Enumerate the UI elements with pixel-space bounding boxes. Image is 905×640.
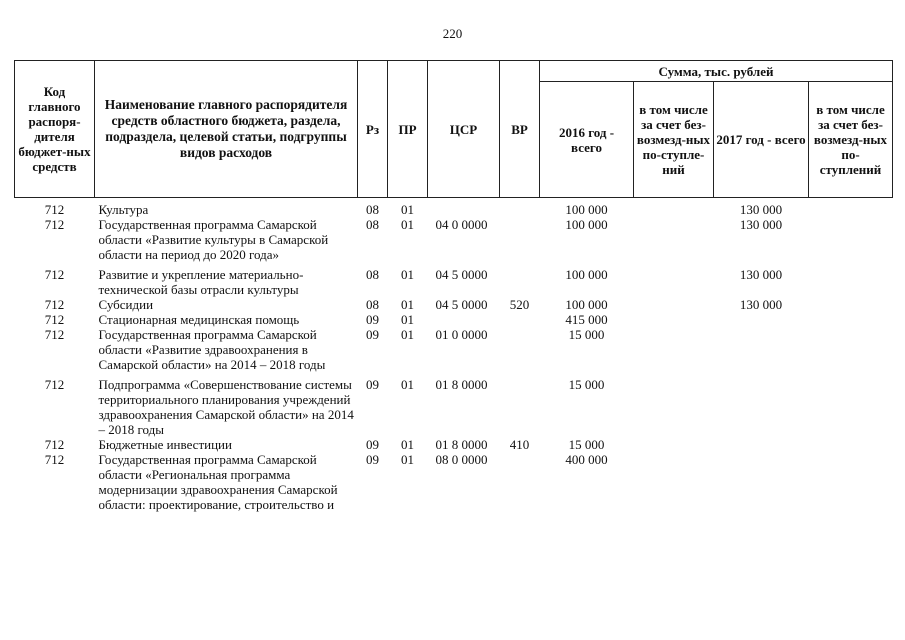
row-sum-2017: [714, 372, 809, 437]
row-rz: 09: [366, 377, 379, 392]
row-pr: 01: [401, 267, 414, 282]
header-2017-total: 2017 год - всего: [714, 82, 809, 198]
header-kod: Код главного распоря-дителя бюджет-ных средств: [15, 61, 95, 198]
table-row: [15, 372, 893, 437]
row-csr: [428, 202, 500, 217]
table-row: [15, 202, 893, 217]
row-sum-2016-vozm: [634, 372, 714, 437]
row-sum-2016: 15 000: [568, 327, 605, 342]
row-kod: 712: [44, 437, 65, 452]
row-sum-2017: [714, 437, 809, 452]
table-body: [15, 198, 893, 513]
table-row: [15, 437, 893, 452]
row-sum-2017-vozm: [809, 437, 893, 452]
row-sum-2017: [714, 452, 809, 512]
row-rz: 09: [366, 437, 379, 452]
row-kod: 712: [44, 202, 65, 217]
row-sum-2017-vozm: [809, 217, 893, 262]
row-csr: 01 0 0000: [435, 327, 488, 342]
row-sum-2016-vozm: [634, 202, 714, 217]
row-pr: 01: [401, 377, 414, 392]
row-kod: 712: [44, 452, 65, 467]
row-sum-2016: 100 000: [565, 297, 608, 312]
row-pr: 01: [401, 217, 414, 232]
row-sum-2017: 130 000: [739, 217, 783, 232]
row-vr: [500, 372, 540, 437]
row-pr: 01: [401, 452, 414, 467]
row-sum-2016-vozm: [634, 312, 714, 327]
row-sum-2016: 415 000: [565, 312, 608, 327]
row-sum-2016-vozm: [634, 217, 714, 262]
row-rz: 08: [366, 267, 379, 282]
row-kod: 712: [44, 297, 65, 312]
row-sum-2016: 100 000: [565, 202, 608, 217]
table-row: [15, 312, 893, 327]
row-csr: 04 5 0000: [435, 297, 488, 312]
row-pr: 01: [401, 297, 414, 312]
row-rz: 09: [366, 327, 379, 342]
row-sum-2016: 15 000: [568, 377, 605, 392]
budget-table: [14, 60, 893, 512]
row-rz: 08: [366, 297, 379, 312]
table-row: [15, 297, 893, 312]
row-vr: [500, 262, 540, 297]
header-2016-vozm: в том числе за счет без-возмезд-ных по-ступле-ний: [634, 82, 714, 198]
row-pr: 01: [401, 202, 414, 217]
row-sum-2017: 130 000: [739, 202, 783, 217]
header-vr: ВР: [500, 61, 540, 198]
row-sum-2016-vozm: [634, 297, 714, 312]
row-sum-2016-vozm: [634, 327, 714, 372]
row-rz: 08: [366, 202, 379, 217]
row-rz: 08: [366, 217, 379, 232]
row-csr: 04 5 0000: [435, 267, 488, 282]
row-csr: 01 8 0000: [435, 437, 488, 452]
row-name: Государственная программа Самарской области «Региональная программа модернизации здравоохранения Самарской области: проектирование, строительство и: [98, 452, 338, 512]
table-row: [15, 327, 893, 372]
row-vr: [500, 452, 540, 512]
table-row: [15, 452, 893, 512]
row-kod: 712: [44, 377, 65, 392]
header-sum-group: Сумма, тыс. рублей: [540, 61, 893, 82]
row-pr: 01: [401, 327, 414, 342]
row-sum-2017-vozm: [809, 297, 893, 312]
row-name: Государственная программа Самарской области «Развитие культуры в Самарской области на период до 2020 года»: [98, 217, 329, 262]
row-csr: 08 0 0000: [435, 452, 488, 467]
row-name: Стационарная медицинская помощь: [98, 312, 300, 327]
row-sum-2017-vozm: [809, 312, 893, 327]
row-vr: [500, 202, 540, 217]
row-sum-2017: 130 000: [739, 267, 783, 282]
row-sum-2016: 100 000: [565, 267, 608, 282]
row-kod: 712: [44, 327, 65, 342]
header-2016-total: 2016 год - всего: [540, 82, 634, 198]
row-csr: 01 8 0000: [435, 377, 488, 392]
row-name: Бюджетные инвестиции: [98, 437, 232, 452]
row-vr: 520: [509, 297, 530, 312]
table-row: [15, 217, 893, 262]
row-pr: 01: [401, 437, 414, 452]
row-name: Культура: [98, 202, 149, 217]
row-pr: 01: [401, 312, 414, 327]
row-name: Государственная программа Самарской области «Развитие здравоохранения в Самарской области» на 2014 – 2018 годы: [98, 327, 326, 372]
row-sum-2017-vozm: [809, 327, 893, 372]
header-rz: Рз: [358, 61, 388, 198]
row-name: Развитие и укрепление материально-технической базы отрасли культуры: [98, 267, 304, 297]
row-vr: 410: [509, 437, 530, 452]
header-name: Наименование главного распорядителя средств областного бюджета, раздела, подраздела, целевой статьи, подгруппы видов расходов: [95, 61, 358, 198]
row-rz: 09: [366, 452, 379, 467]
row-vr: [500, 327, 540, 372]
row-sum-2016: 400 000: [565, 452, 608, 467]
row-sum-2017-vozm: [809, 452, 893, 512]
row-sum-2017-vozm: [809, 372, 893, 437]
row-kod: 712: [44, 217, 65, 232]
row-sum-2017-vozm: [809, 262, 893, 297]
row-vr: [500, 217, 540, 262]
header-pr: ПР: [388, 61, 428, 198]
row-sum-2016: 100 000: [565, 217, 608, 232]
header-csr: ЦСР: [428, 61, 500, 198]
header-2017-vozm: в том числе за счет без-возмезд-ных по-ступлений: [809, 82, 893, 198]
row-sum-2017: [714, 327, 809, 372]
row-vr: [500, 312, 540, 327]
table-header: [15, 61, 893, 198]
row-sum-2016-vozm: [634, 437, 714, 452]
row-csr: [428, 312, 500, 327]
row-sum-2016-vozm: [634, 262, 714, 297]
table-row: [15, 262, 893, 297]
row-sum-2017: 130 000: [739, 297, 783, 312]
row-sum-2017-vozm: [809, 202, 893, 217]
row-sum-2016-vozm: [634, 452, 714, 512]
row-name: Подпрограмма «Совершенствование системы территориального планирования учреждений здравоохранения Самарской области» на 2014 – 2018 годы: [98, 377, 354, 437]
page-number: 220: [442, 26, 463, 41]
row-name: Субсидии: [98, 297, 154, 312]
row-csr: 04 0 0000: [435, 217, 488, 232]
row-kod: 712: [44, 312, 65, 327]
row-kod: 712: [44, 267, 65, 282]
row-sum-2017: [714, 312, 809, 327]
row-sum-2016: 15 000: [568, 437, 605, 452]
row-rz: 09: [366, 312, 379, 327]
